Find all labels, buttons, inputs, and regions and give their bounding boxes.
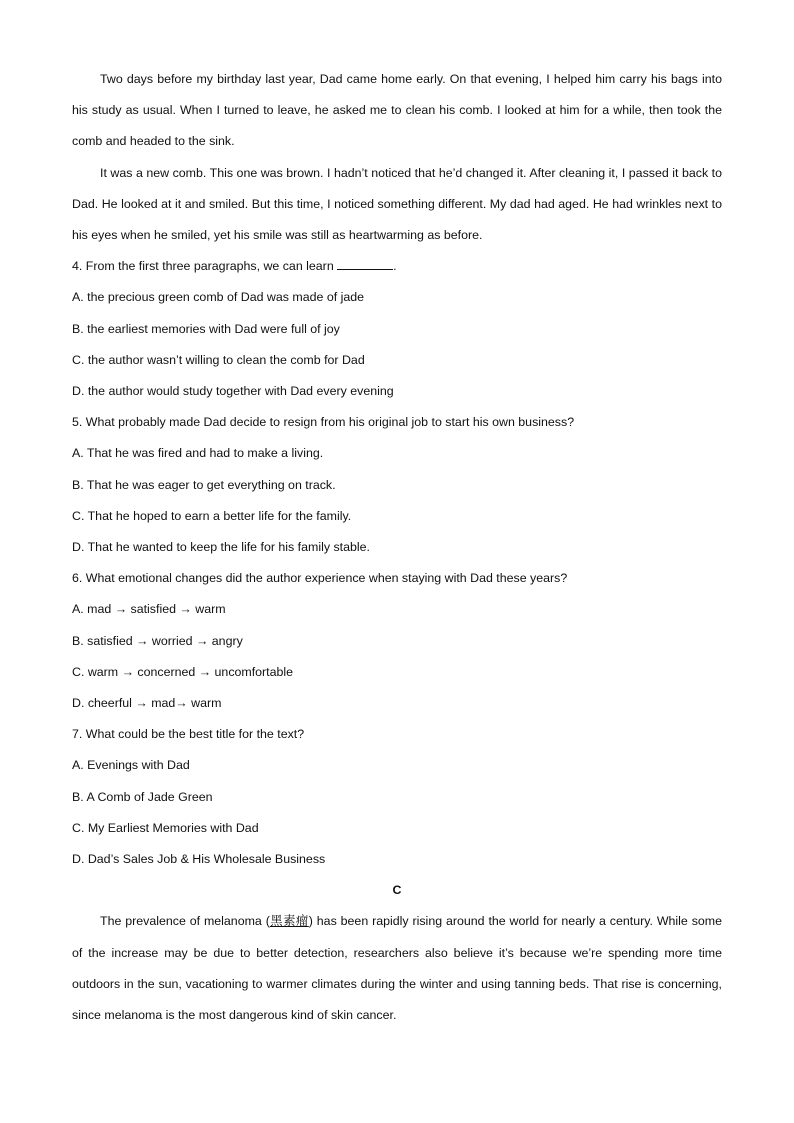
story-paragraph-1: Two days before my birthday last year, Dad came home early. On that evening, I helped him carry his bags into his study as usual. When I turned to leave, he asked me to clean his comb. I looked at him for a while, then took the comb and headed to the sink. (72, 72, 722, 149)
question-5-option-d: D. That he wanted to keep the life for his family stable. (72, 540, 370, 555)
question-6-option-c: C. warm → concerned → uncomfortable (72, 664, 294, 679)
question-4-stem-text: 4. From the first three paragraphs, we can learn (72, 259, 338, 274)
question-5-option-a: A. That he was fired and had to make a living. (72, 446, 324, 461)
question-7-option-b: B. A Comb of Jade Green (72, 789, 213, 804)
question-7-option-c: C. My Earliest Memories with Dad (72, 820, 259, 835)
question-4-option-b: B. the earliest memories with Dad were full of joy (72, 321, 340, 336)
answer-blank (337, 257, 393, 270)
section-heading-c: C (392, 883, 402, 898)
question-5-option-b: B. That he was eager to get everything on track. (72, 477, 336, 492)
story-paragraph-2: It was a new comb. This one was brown. I hadn’t noticed that he’d changed it. After cleaning it, I passed it back to Dad. He looked at it and smiled. But this time, I noticed something different. My dad had aged. He had wrinkles next to his eyes when he smiled, yet his smile was still as heartwarming as before. (72, 165, 722, 243)
question-4-option-d: D. the author would study together with Dad every evening (72, 384, 394, 399)
question-6-option-a: A. mad → satisfied → warm (72, 602, 226, 617)
passage-c-text-start: The prevalence of melanoma ( (100, 914, 270, 929)
question-4-stem-end: . (393, 259, 397, 274)
passage-c-text-rest: ) has been rapidly rising around the world for nearly a century. While some of the increase may be due to better detection, researchers also believe it’s because we’re spending more time outdoors in the sun, vacationing to warmer climates during the winter and using tanning beds. That rise is concerning, since melanoma is the most dangerous kind of skin cancer. (72, 914, 723, 1023)
question-5-stem: 5. What probably made Dad decide to resign from his original job to start his own business? (72, 415, 575, 430)
document-page (72, 64, 722, 1031)
question-4-stem (72, 251, 722, 282)
question-7-option-d: D. Dad’s Sales Job & His Wholesale Business (72, 852, 326, 867)
question-4-option-a: A. the precious green comb of Dad was made of jade (72, 290, 365, 305)
question-6-option-b: B. satisfied → worried → angry (72, 633, 243, 648)
passage-c-paragraph-1 (72, 906, 722, 1031)
question-7-stem: 7. What could be the best title for the text? (72, 727, 305, 742)
chinese-gloss: 黑素瘤 (269, 914, 309, 929)
question-6-stem: 6. What emotional changes did the author experience when staying with Dad these years? (72, 571, 568, 586)
question-6-option-d: D. cheerful → mad→ warm (72, 696, 222, 711)
question-5-option-c: C. That he hoped to earn a better life for the family. (72, 508, 352, 523)
question-4-option-c: C. the author wasn’t willing to clean the comb for Dad (72, 352, 365, 367)
question-7-option-a: A. Evenings with Dad (72, 758, 190, 773)
